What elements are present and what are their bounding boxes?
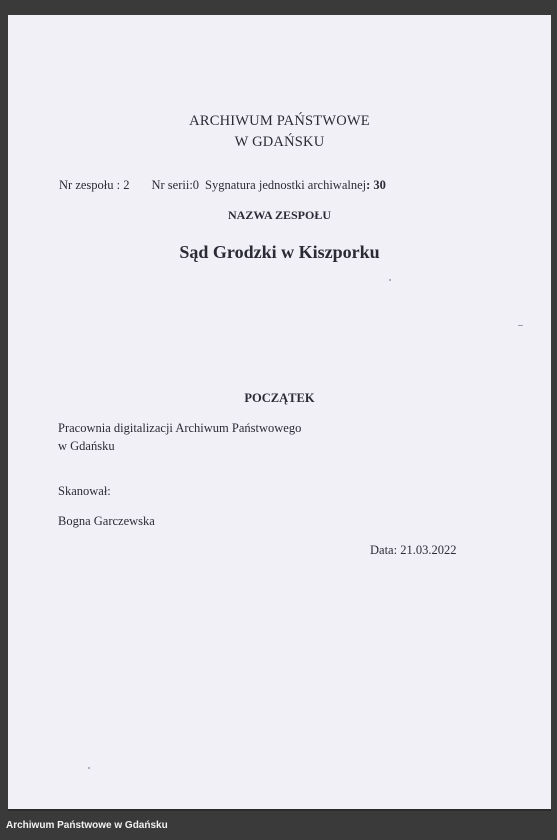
scanned-by-label: Skanował:	[58, 484, 111, 498]
archive-name-line2: W GDAŃSKU	[234, 134, 325, 150]
dust-speck	[389, 279, 391, 281]
scanned-document-page	[8, 15, 551, 811]
series-number: Nr serii:0	[151, 178, 200, 192]
signature-value: : 30	[366, 178, 386, 192]
scan-date: Data: 21.03.2022	[370, 543, 457, 557]
dust-speck	[88, 767, 90, 769]
dust-speck	[518, 325, 523, 326]
fond-heading: NAZWA ZESPOŁU	[227, 208, 332, 222]
lab-name-line1: Pracownia digitalizacji Archiwum Państwowego	[58, 421, 302, 435]
archive-name-line1: ARCHIWUM PAŃSTWOWE	[189, 113, 370, 129]
scanned-by-name: Bogna Garczewska	[58, 514, 155, 528]
footer-caption: Archiwum Państwowe w Gdańsku	[6, 820, 168, 831]
reference-line	[59, 178, 386, 193]
signature-label: Sygnatura jednostki archiwalnej	[205, 178, 367, 192]
fond-name: Sąd Grodzki w Kiszporku	[179, 242, 380, 262]
section-label: POCZĄTEK	[244, 391, 315, 405]
fond-number: Nr zespołu : 2	[59, 178, 130, 192]
lab-name-line2: w Gdańsku	[58, 439, 115, 453]
